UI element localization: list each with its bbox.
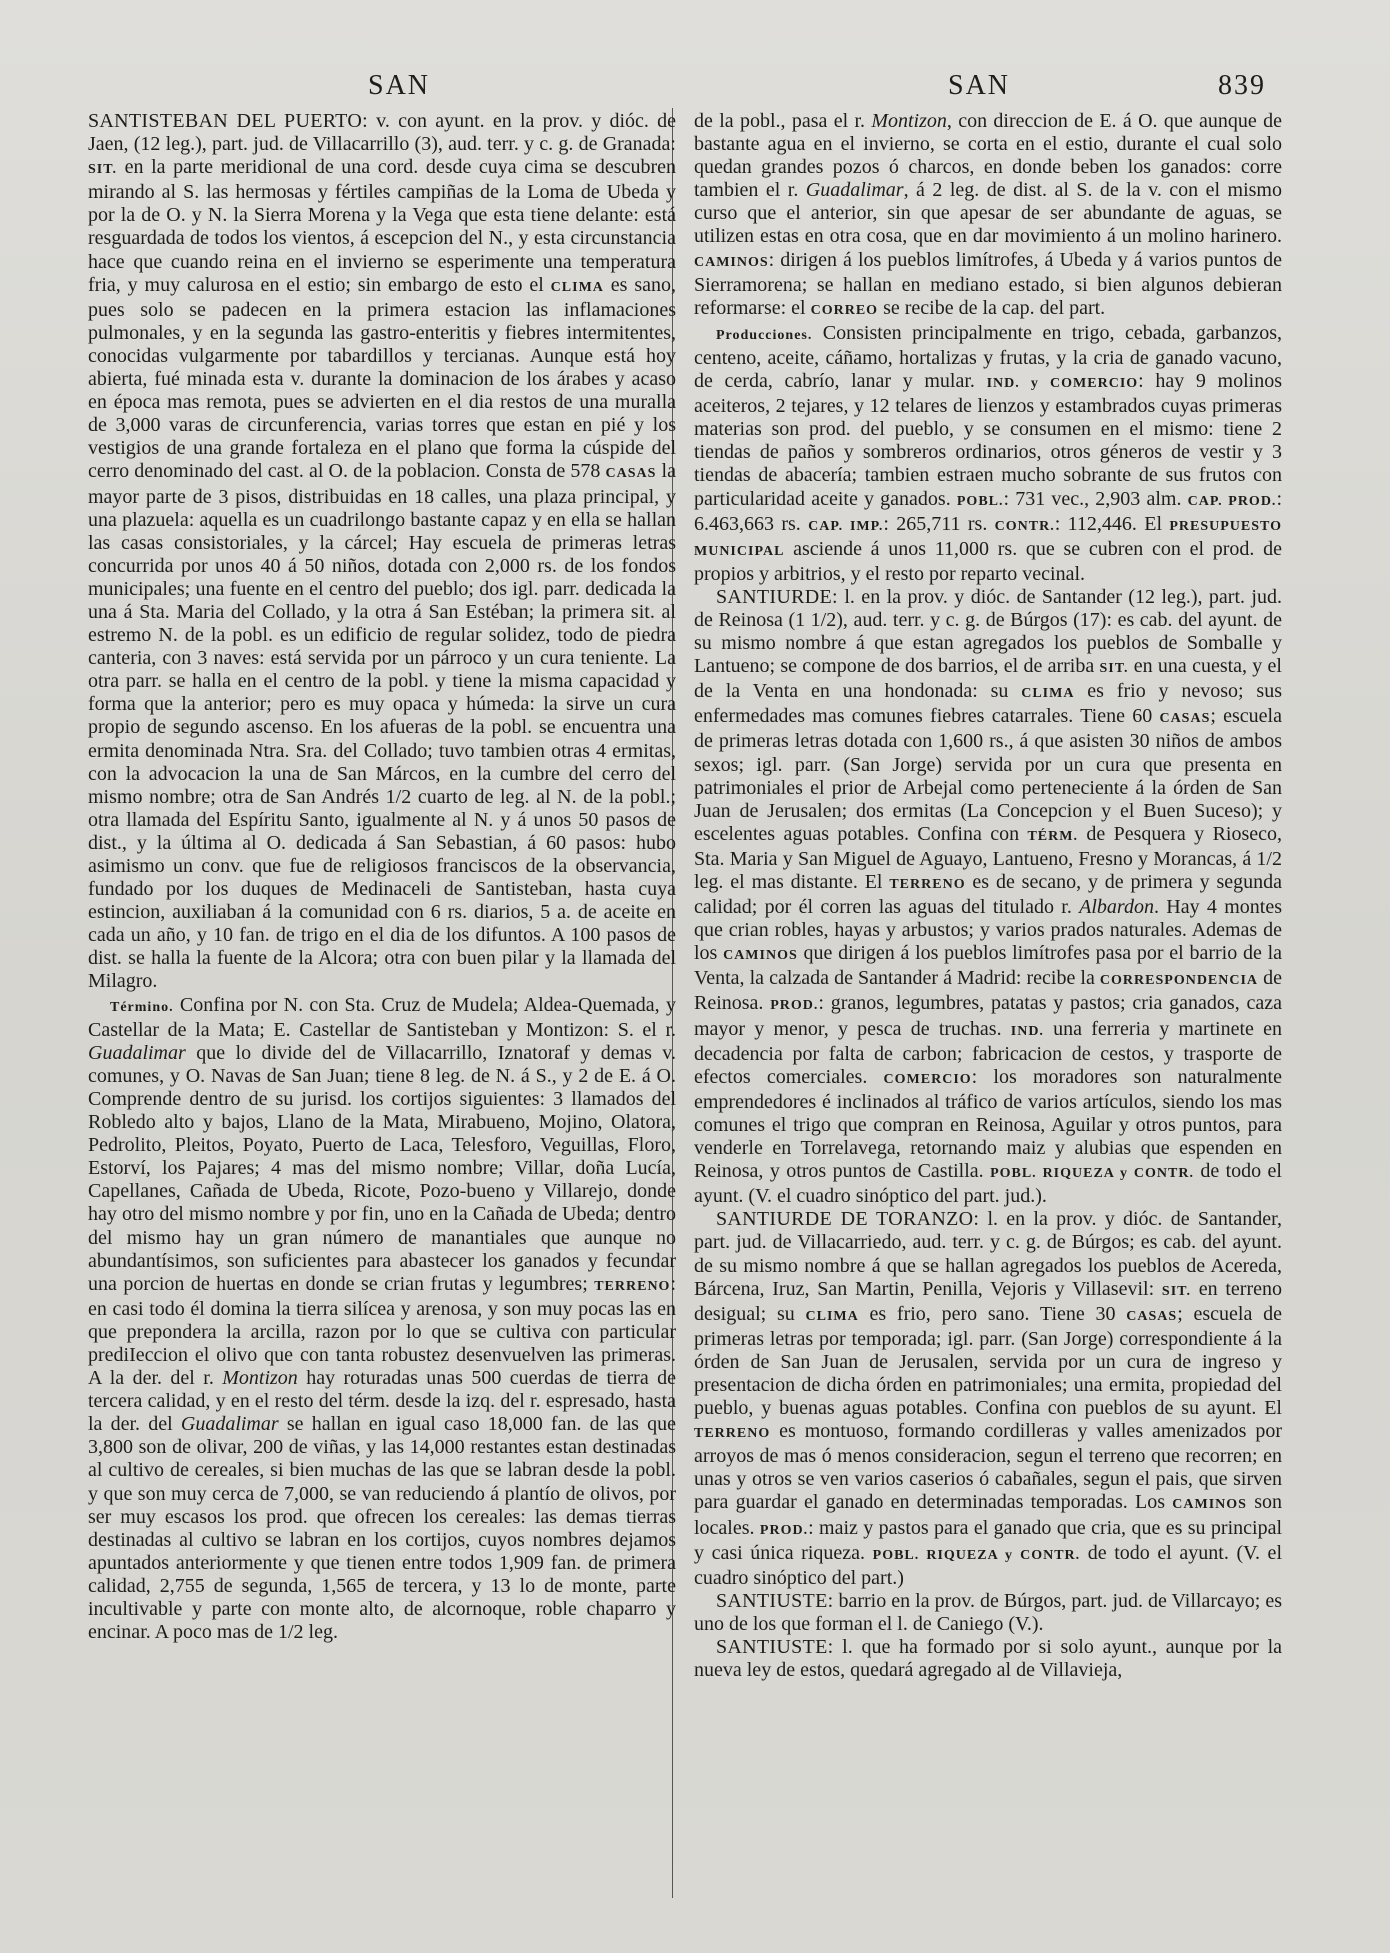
entry-headword: SANTIUSTE: — [716, 1636, 834, 1658]
entry-santiurde-de-toranzo: SANTIURDE DE TORANZO: l. en la prov. y dióc. de Santander, part. jud. de Villacarriedo, aud. terr. y c. g. de Búrgos; es cab. del ayunt. de su mismo nombre á que se hallan agregados los pueblos de Acereda, Bárcena, Iruz, San Martin, Penilla, Vejoris y Villasevil: SIT. en terreno desigual; su CLIMA es frio, pero sano. Tiene 30 CASAS; escuela de primeras letras por temporada; igl. parr. (San Jorge) correspondiente á la órden de San Juan de Jerusalen, servida por un cura de ingreso y presentacion de dicha órden en patrimoniales; una ermita, propiedad del pueblo, y buenas aguas potables. Confina con pueblos de su ayunt. El TERRENO es montuoso, formando cordilleras y valles amenizados por arroyos de mas ó menos consideracion, segun el terreno que recorren; en unas y otros se ven varios caserios ó cabañales, segun el pais, que sirven para guardar el ganado en determinadas temporadas. Los CAMINOS son locales. PROD.: maiz y pastos para el ganado que cria, que es su principal y casi única riqueza. POBL. RIQUEZA y CONTR. de todo el ayunt. (V. el cuadro sinóptico del part.) — [694, 1208, 1283, 1589]
entry-santiuste-barrio: SANTIUSTE: barrio en la prov. de Búrgos, part. jud. de Villarcayo; es uno de los que forman el l. de Caniego (V.). — [694, 1589, 1282, 1635]
page-number: 839 — [1218, 70, 1266, 101]
right-column — [694, 110, 1282, 1682]
running-head-right: SAN — [948, 70, 1011, 101]
paragraph-termino: Término. Confina por N. con Sta. Cruz de Mudela; Aldea-Quemada, y Castellar de la Mata; E. Castellar de Santisteban y Montizon: S. el r. Guadalimar que lo divide del de Villacarrillo, Iznatoraf y demas v. comunes, y O. Navas de San Juan; tiene 8 leg. de N. á S., y 2 de E. á O. Comprende dentro de su jurisd. los cortijos siguientes: 3 llamados del Robledo alto y bajos, Llano de la Mata, Mirabueno, Mojino, Olatora, Pedrolito, Pleitos, Poyato, Puerto de Laca, Telesforo, Veguillas, Floro, Estorví, los Pajares; 4 mas del mismo nombre; Villar, doña Lucía, Capellanes, Cañada de Ubeda, Ricote, Pozo-bueno y Villarejo, donde hay otro del mismo nombre y por fin, uno en la Cañada de Ubeda; dentro del mismo hay un gran número de manantiales que aunque no abundantísimos, son suficientes para abastecer los ganados y fecundar una porcion de huertas en donde se crian frutas y legumbres; TERRENO: en casi todo él domina la tierra silícea y arenosa, y son muy pocas las en que prepondera la arcilla, razon por lo que se cultiva con particular prediIeccion el olivo que con tanta robustez desenvuelven las primeras. A la der. del r. Montizon hay roturadas unas 500 cuerdas de tierra de tercera calidad, y en el resto del térm. desde la izq. del r. espresado, hasta la der. del Guadalimar se hallan en igual caso 18,000 fan. de las que 3,800 son de olivar, 200 de viñas, y las 14,000 restantes estan destinadas al cultivo de cereales, si bien muchas de las que se labran desde la pobl. y que son muy cerca de 7,000, se van reduciendo á plantío de olivos, por ser muy escasos los prod. que ofrecen los cereales: las demas tierras destinadas al cultivo se labran en los cortijos, cuyos nombres dejamos apuntados anteriormente y que tienen entre todos 1,909 fan. de primera calidad, 2,755 de segunda, 1,565 de tercera, y 13 lo de monte, parte incultivable y parte con monte alto, de alcornoque, roble chaparro y encinar. A poco mas de 1/2 leg. — [88, 993, 677, 1644]
entry-headword: SANTISTEBAN DEL PUERTO: — [88, 110, 368, 132]
entry-santisteban-del-puerto: SANTISTEBAN DEL PUERTO: v. con ayunt. en la prov. y dióc. de Jaen, (12 leg.), part. jud. de Villacarrillo (3), aud. terr. y c. g. de Granada: SIT. en la parte meridional de una cord. desde cuya cima se descubren mirando al S. las hermosas y fértiles campiñas de la Loma de Ubeda y por la de O. y N. la Sierra Morena y la Vega que esta tiene delante: está resguardada de todos los vientos, á escepcion del N., y esta circunstancia hace que cuando reina en el invierno se esperimente una temperatura fria, y muy calurosa en el estio; sin embargo de esto el CLIMA es sano, pues solo se padecen en la primera estacion las inflamaciones pulmonales, y en la segunda las gastro-enteritis y fiebres intermitentes, conocidas vulgarmente por tabardillos y tercianas. Aunque está hoy abierta, fué minada esta v. durante la dominacion de los árabes y acaso en época mas remota, pues se advierten en el dia restos de una muralla de 3,000 varas de circunferencia, varias torres que estan en pié y los vestigios de una grande fortaleza en el plano que forma la cúspide del cerro denominado del cast. al O. de la poblacion. Consta de 578 CASAS la mayor parte de 3 pisos, distribuidas en 18 calles, una plaza principal, y una plazuela: aquella es un cuadrilongo bastante capaz y en ella se hallan las casas consistoriales, y la cárcel; Hay escuela de primeras letras concurrida por unos 40 á 50 niños, dotada con 2,000 rs. de los fondos municipales; una fuente en el centro del pueblo; dos igl. parr. dedicada la una á Sta. Maria del Collado, y la otra á San Estéban; la primera sit. al estremo N. de la pobl. es un edificio de regular solidez, todo de piedra canteria, con 3 naves: está servida por un párroco y un cura teniente. La otra parr. se halla en el centro de la pobl. y tiene la misma capacidad y forma que la anterior; pero es muy opaca y húmeda: la sirve un cura propio de segundo ascenso. En los afueras de la pobl. se encuentra una ermita denominada Ntra. Sra. del Collado; tuvo tambien otras 4 ermitas, con la advocacion la una de San Márcos, en la cumbre del cerro del mismo nombre; otra de San Andrés 1/2 cuarto de leg. al N. de la pobl.; otra llamada del Espíritu Santo, igualmente al N. y á unos 50 pasos de dist., y la última al O. dedicada á San Sebastian, á 60 pasos: hubo asimismo un conv. que fue de religiosos franciscos de la observancia, fundado por los duques de Medinaceli de Santisteban, hasta cuya estincion, auxiliaban á la comunidad con 6 rs. diarios, 5 a. de aceite en cada un año, y 10 fan. de trigo en el dia de los difuntos. A 100 pasos de dist. se halla la fuente de la Alcora; otra con buen pilar y la llamada del Milagro. — [88, 110, 677, 993]
paragraph-continuation: de la pobl., pasa el r. Montizon, con direccion de E. á O. que aunque de bastante agua en el invierno, se corta en el estio, durante el cual solo quedan grandes pozos ó charcos, en donde beben los ganados: corre tambien el r. Guadalimar, á 2 leg. de dist. al S. de la v. con el mismo curso que el anterior, sin que apesar de ser abundante de aguas, se utilizen estas en otra cosa, que en dar movimiento á un molino harinero. CAMINOS: dirigen á los pueblos limítrofes, á Ubeda y á varios puntos de Sierramorena; se hallan en mediano estado, si bien algunos debieran reformarse: el CORREO se recibe de la cap. del part. — [694, 110, 1282, 319]
entry-santiurde: SANTIURDE: l. en la prov. y dióc. de Santander (12 leg.), part. jud. de Reinosa (1 1/2), aud. terr. y c. g. de Búrgos (17): es cab. del ayunt. de su mismo nombre á que estan agregados los pueblos de Somballe y Lantueno; se compone de dos barrios, el de arriba SIT. en una cuesta, y el de la Venta en una hondonada: su CLIMA es frio y nevoso; sus enfermedades mas comunes fiebres catarrales. Tiene 60 CASAS; escuela de primeras letras dotada con 1,600 rs., á que asisten 30 niños de ambos sexos; igl. parr. (San Jorge) servida por un cura que presenta en patrimoniales el prior de Arbejal como perteneciente á la órden de San Juan de Jerusalen; dos ermitas (La Concepcion y el Buen Suceso); y escelentes aguas potables. Confina con TÉRM. de Pesquera y Rioseco, Sta. Maria y San Miguel de Aguayo, Lantueno, Fresno y Morancas, á 1/2 leg. el mas distante. El TERRENO es de secano, y de primera y segunda calidad; por él corren las aguas del titulado r. Albardon. Hay 4 montes que crian robles, hayas y arbustos; y varios prados naturales. Ademas de los CAMINOS que dirigen á los pueblos limítrofes pasa por el barrio de la Venta, la calzada de Santander á Madrid: recibe la CORRESPONDENCIA de Reinosa. PROD.: granos, legumbres, patatas y pastos; cria ganados, caza mayor y menor, y pesca de truchas. IND. una ferreria y martinete en decadencia por falta de carbon; fabricacion de cestos, y trasporte de efectos comerciales. COMERCIO: los moradores son naturalmente emprendedores é inclinados al tráfico de varios artículos, siendo los mas comunes el trigo que compran en Reinosa, Aguilar y otros puntos, para venderle en Torrelavega, retornando maiz y alubias que espenden en Reinosa, y otros puntos de Castilla. POBL. RIQUEZA y CONTR. de todo el ayunt. (V. el cuadro sinóptico del part. jud.). — [694, 585, 1282, 1208]
entry-headword: SANTIUSTE: — [716, 1589, 834, 1612]
entry-santiuste-lugar: SANTIUSTE: l. que ha formado por si solo ayunt., aunque por la nueva ley de estos, quedará agregado al de Villavieja, — [694, 1636, 1282, 1682]
paragraph-producciones: Producciones. Consisten principalmente en trigo, cebada, garbanzos, centeno, aceite, cáñamo, hortalizas y frutas, y la cria de ganado vacuno, de cerda, cabrío, lanar y mular. IND. y COMERCIO: hay 9 molinos aceiteros, 2 tejares, y 12 telares de lienzos y estambrados cuyas primeras materias son prod. del pueblo, y se consumen en el mismo: tiene 2 tiendas de paños y sombreros ordinarios, otros géneros de vestir y 3 tiendas de abacería; tambien estraen mucho sobrante de sus frutos con particularidad aceite y ganados. POBL.: 731 vec., 2,903 alm. CAP. PROD.: 6.463,663 rs. CAP. IMP.: 265,711 rs. CONTR.: 112,446. El PRESUPUESTO MUNICIPAL asciende á unos 11,000 rs. que se cubren con el prod. de propios y arbitrios, y el resto por reparto vecinal. — [694, 321, 1283, 585]
running-head-left: SAN — [368, 70, 431, 101]
entry-headword: SANTIURDE DE TORANZO: — [716, 1208, 980, 1231]
left-column — [88, 110, 676, 1644]
entry-headword: SANTIURDE: — [716, 585, 838, 608]
